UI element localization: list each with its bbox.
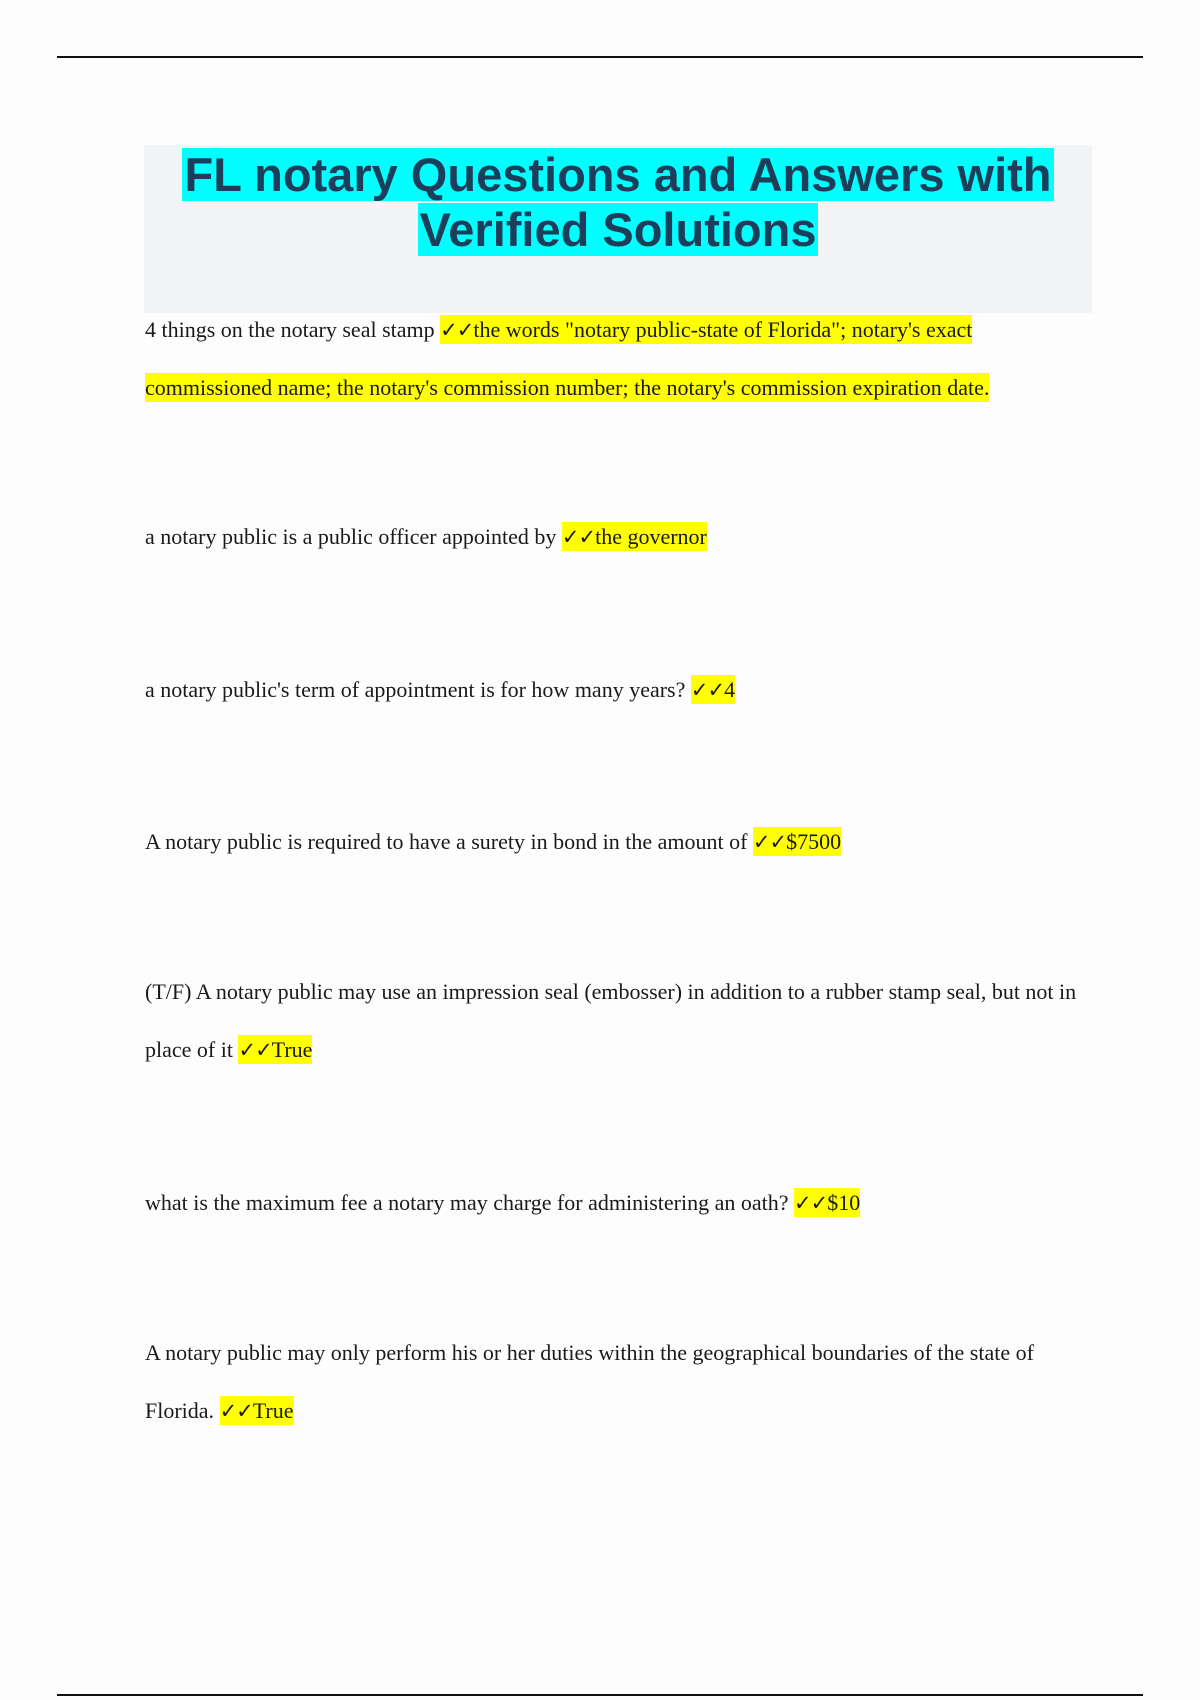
qa-item: [145, 508, 1085, 566]
double-check-icon: ✓✓: [690, 678, 725, 702]
qa-item: [145, 1174, 1085, 1232]
answer-highlight: [691, 675, 735, 704]
question-text: a notary public is a public officer appointed by: [145, 524, 562, 549]
double-check-icon: ✓✓: [440, 318, 474, 342]
answer-highlight: [220, 1396, 294, 1425]
title-line-2: Verified Solutions: [419, 203, 817, 256]
title-line-1: FL notary Questions and Answers with: [184, 148, 1052, 201]
double-check-icon: ✓✓: [752, 830, 787, 854]
qa-item: [145, 813, 1085, 871]
question-text: A notary public is required to have a surety in bond in the amount of: [145, 829, 753, 854]
double-check-icon: ✓✓: [561, 525, 596, 549]
qa-item: [145, 963, 1085, 1079]
answer-text: the words "notary public-state of Florida"; notary's exact commissioned name; the notary's commission number; the notary's commission expiration date.: [145, 317, 990, 400]
answer-text: True: [252, 1398, 294, 1423]
qa-item: [145, 661, 1085, 719]
question-text: A notary public may only perform his or her duties within the geographical boundaries of the state of Florida.: [145, 1340, 1034, 1423]
answer-text: 4: [724, 677, 736, 702]
answer-highlight: [238, 1035, 312, 1064]
qa-item: [145, 1324, 1085, 1440]
double-check-icon: ✓✓: [219, 1399, 253, 1423]
answer-text: True: [271, 1037, 313, 1062]
answer-text: the governor: [595, 524, 707, 549]
top-rule: [57, 56, 1143, 58]
question-text: (T/F) A notary public may use an impression seal (embosser) in addition to a rubber stamp seal, but not in place of it: [145, 979, 1077, 1062]
document-title: [144, 147, 1092, 257]
double-check-icon: ✓✓: [794, 1191, 828, 1215]
question-text: a notary public's term of appointment is for how many years?: [145, 677, 691, 702]
answer-highlight: [794, 1188, 860, 1217]
bottom-rule: [57, 1694, 1143, 1696]
answer-highlight: [753, 827, 841, 856]
answer-text: $10: [827, 1190, 861, 1215]
answer-text: $7500: [786, 829, 842, 854]
question-text: 4 things on the notary seal stamp: [145, 317, 441, 342]
answer-highlight: [562, 522, 707, 551]
question-text: what is the maximum fee a notary may charge for administering an oath?: [145, 1190, 794, 1215]
qa-item: [145, 301, 1085, 417]
double-check-icon: ✓✓: [238, 1038, 272, 1062]
